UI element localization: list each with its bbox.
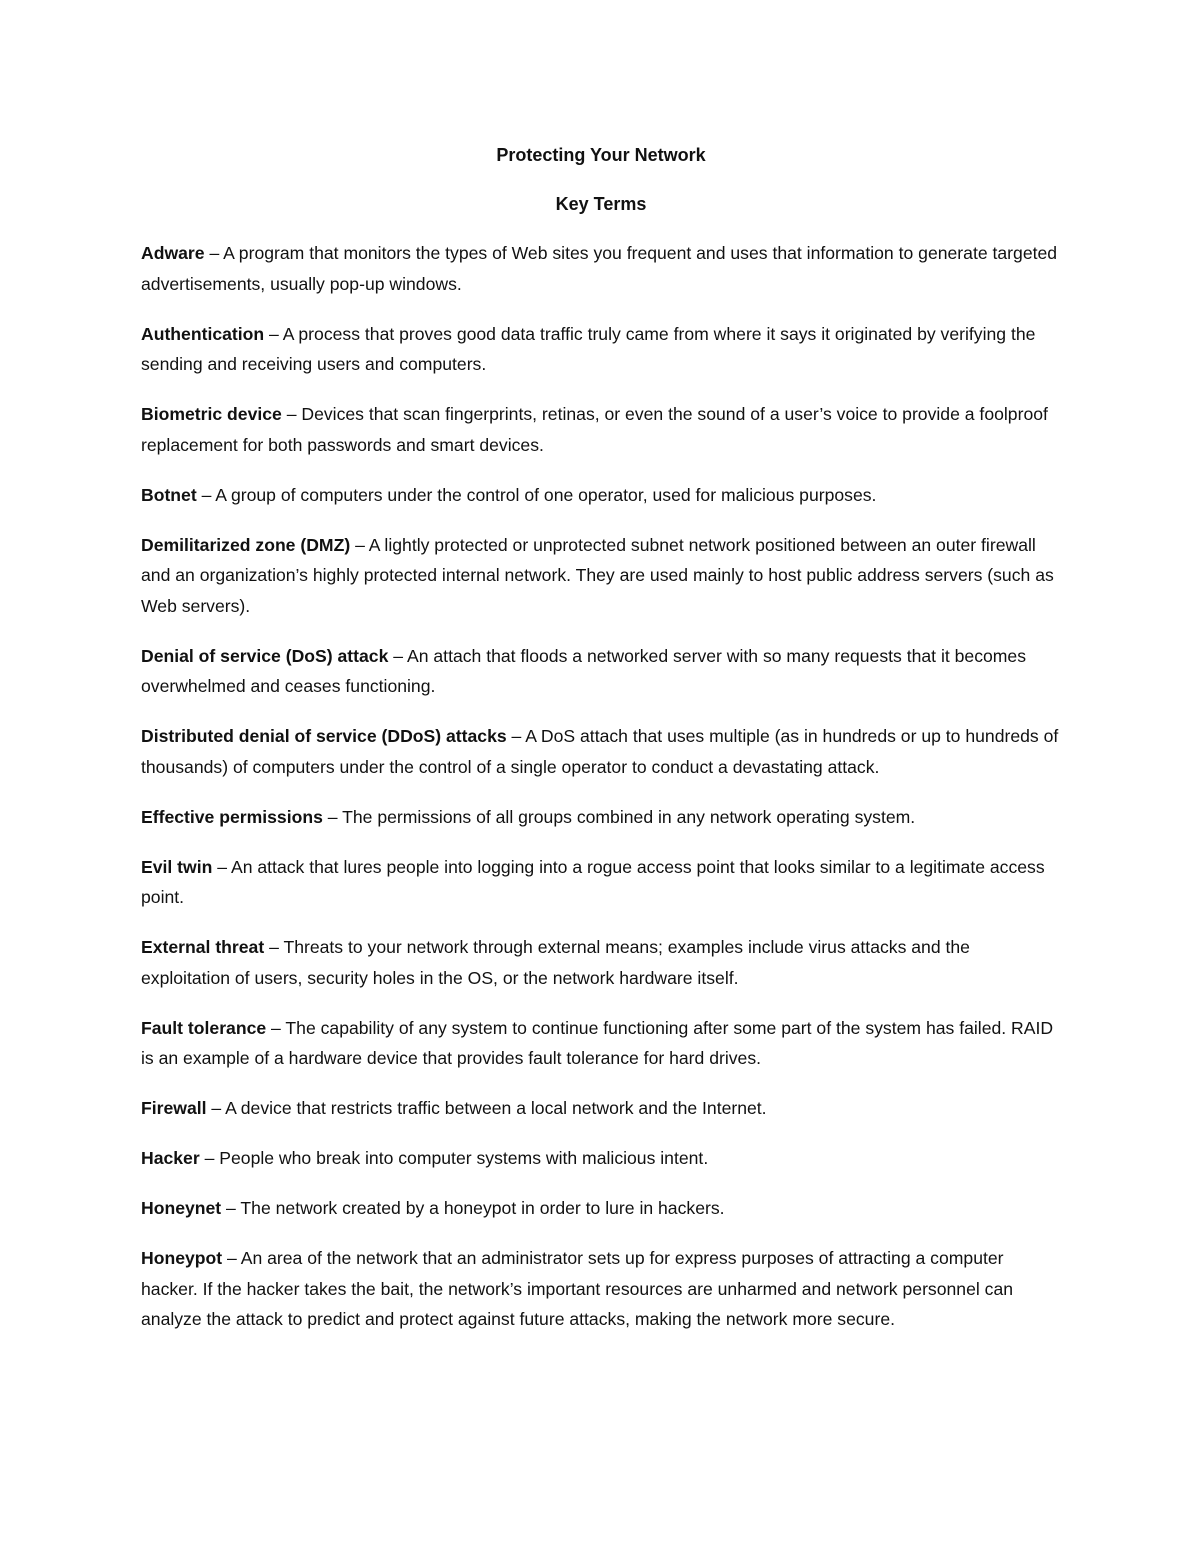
term-entry: [141, 238, 1061, 299]
term-entry: [141, 1093, 1061, 1124]
term-entry: [141, 932, 1061, 993]
key-terms-list: [141, 238, 1061, 1335]
term-definition: Devices that scan fingerprints, retinas, or even the sound of a user’s voice to provide a foolproof replacement for both passwords and smart devices.: [141, 404, 1048, 455]
term-name: Hacker: [141, 1148, 200, 1168]
term-name: Evil twin: [141, 856, 213, 877]
term-entry: [141, 852, 1061, 913]
document-body: [141, 140, 1061, 1354]
term-name: Honeypot: [141, 1248, 223, 1268]
term-entry: [141, 480, 1061, 511]
term-name: Effective permissions: [141, 806, 323, 827]
term-definition: Threats to your network through external means; examples include virus attacks and the exploitation of users, security holes in the OS, or the network hardware itself.: [141, 937, 970, 988]
term-separator: –: [199, 1148, 220, 1168]
term-separator: –: [506, 726, 526, 746]
term-entry: [141, 802, 1061, 833]
term-separator: –: [264, 937, 284, 957]
term-separator: –: [222, 1248, 241, 1268]
term-definition: An attach that floods a networked server with so many requests that it becomes overwhelmed and ceases functioning.: [141, 645, 1027, 696]
term-separator: –: [206, 1098, 226, 1118]
term-entry: [141, 721, 1061, 782]
term-definition: A program that monitors the types of Web sites you frequent and uses that information to generate targeted advertisements, usually pop-up windows.: [141, 243, 1058, 294]
term-definition: The permissions of all groups combined in any network operating system.: [342, 806, 916, 827]
term-definition: An attack that lures people into logging into a rogue access point that looks similar to a legitimate access point.: [141, 856, 1045, 907]
term-definition: A device that restricts traffic between a local network and the Internet.: [225, 1098, 767, 1118]
term-name: Adware: [141, 243, 205, 263]
term-separator: –: [221, 1198, 241, 1218]
term-separator: –: [281, 404, 302, 424]
term-entry: [141, 641, 1061, 702]
document-title: Protecting Your Network: [496, 145, 706, 165]
term-definition: People who break into computer systems with malicious intent.: [219, 1148, 709, 1168]
term-name: Fault tolerance: [141, 1017, 267, 1038]
term-entry: [141, 1143, 1061, 1174]
term-definition: The network created by a honeypot in order to lure in hackers.: [240, 1198, 725, 1218]
term-name: Distributed denial of service (DDoS) attacks: [141, 726, 507, 746]
term-definition: A process that proves good data traffic truly came from where it says it originated by verifying the sending and receiving users and computers.: [141, 323, 1036, 374]
term-definition: The capability of any system to continue functioning after some part of the system has failed. RAID is an example of a hardware device that provides fault tolerance for hard drives.: [141, 1017, 1054, 1068]
term-entry: [141, 1013, 1061, 1074]
term-definition: An area of the network that an administrator sets up for express purposes of attracting a computer hacker. If the hacker takes the bait, the network’s important resources are unharmed and network personnel can analyze the attack to predict and protect against future attacks, making the network more secure.: [141, 1248, 1014, 1329]
term-entry: [141, 399, 1061, 460]
term-definition: A DoS attach that uses multiple (as in hundreds or up to hundreds of thousands) of computers under the control of a single operator to conduct a devastating attack.: [141, 726, 1059, 777]
term-name: Honeynet: [141, 1198, 222, 1218]
term-definition: A lightly protected or unprotected subnet network positioned between an outer firewall and an organization’s highly protected internal network. They are used mainly to host public address servers (such as Web servers).: [141, 534, 1054, 616]
term-entry: [141, 319, 1061, 380]
term-separator: –: [264, 323, 283, 344]
term-name: Biometric device: [141, 404, 282, 424]
term-separator: –: [350, 534, 369, 555]
term-separator: –: [322, 806, 343, 827]
term-separator: –: [388, 645, 407, 666]
term-name: Authentication: [141, 323, 265, 344]
term-separator: –: [204, 243, 224, 263]
term-entry: [141, 1243, 1061, 1335]
term-name: Demilitarized zone (DMZ): [141, 534, 351, 555]
document-subtitle: Key Terms: [555, 194, 647, 214]
term-entry: [141, 530, 1061, 622]
term-separator: –: [266, 1017, 286, 1038]
term-name: External threat: [141, 937, 265, 957]
term-separator: –: [196, 484, 216, 505]
term-separator: –: [212, 856, 231, 877]
term-entry: [141, 1193, 1061, 1224]
term-name: Botnet: [141, 484, 197, 505]
term-definition: A group of computers under the control of one operator, used for malicious purposes.: [215, 484, 877, 505]
term-name: Denial of service (DoS) attack: [141, 645, 389, 666]
term-name: Firewall: [141, 1098, 207, 1118]
